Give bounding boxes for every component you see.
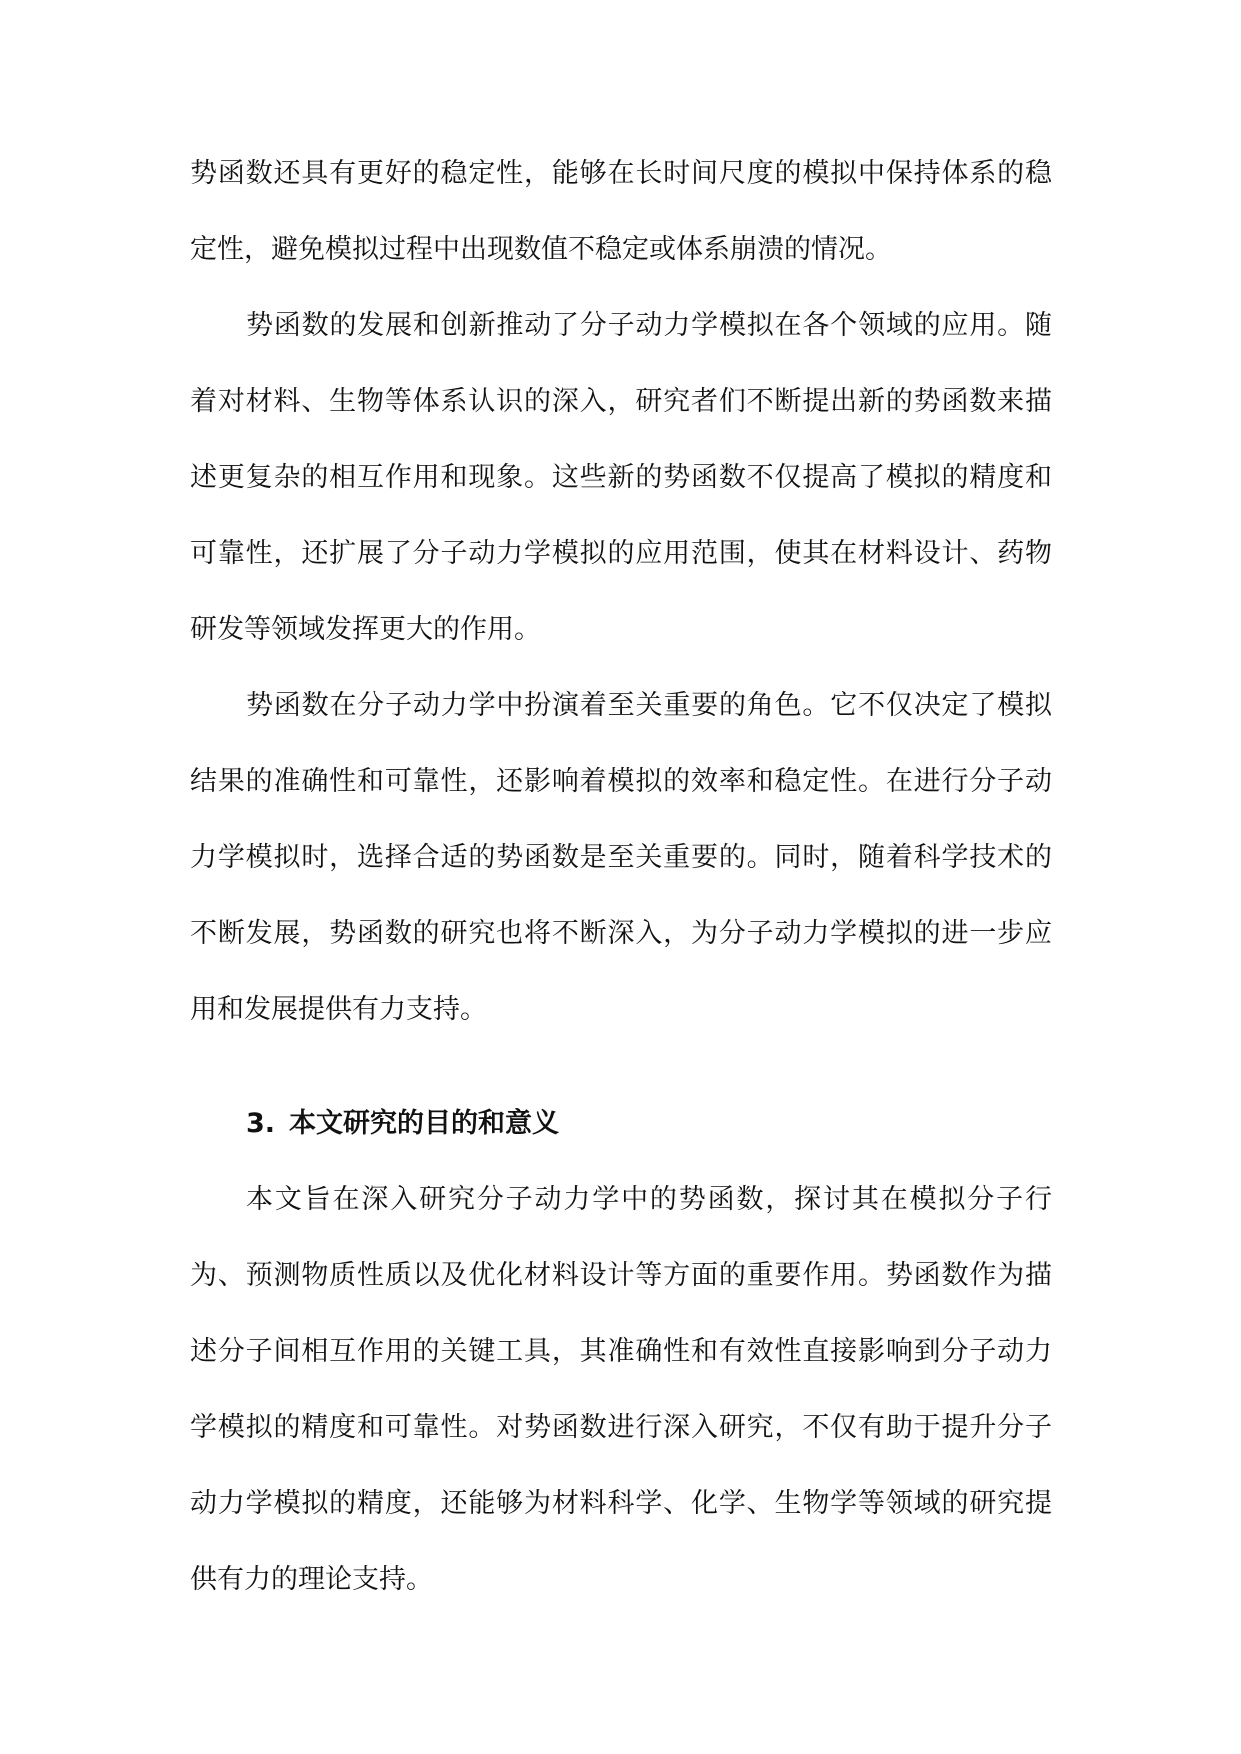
paragraph-role: 势函数在分子动力学中扮演着至关重要的角色。它不仅决定了模拟结果的准确性和可靠性，还影响着模拟的效率和稳定性。在进行分子动力学模拟时，选择合适的势函数是至关重要的。同时，随着科学技术的不断发展，势函数的研究也将不断深入，为分子动力学模拟的进一步应用和发展提供有力支持。 [190, 690, 1052, 1025]
section-title: 本文研究的目的和意义 [289, 1108, 560, 1139]
section-heading [190, 1086, 1052, 1162]
document-body [190, 136, 1052, 1618]
section-number: 3. [246, 1108, 276, 1139]
paragraph-development: 势函数的发展和创新推动了分子动力学模拟在各个领域的应用。随着对材料、生物等体系认识的深入，研究者们不断提出新的势函数来描述更复杂的相互作用和现象。这些新的势函数不仅提高了模拟的精度和可靠性，还扩展了分子动力学模拟的应用范围，使其在材料设计、药物研发等领域发挥更大的作用。 [190, 310, 1052, 645]
paragraph-continuation: 势函数还具有更好的稳定性，能够在长时间尺度的模拟中保持体系的稳定性，避免模拟过程中出现数值不稳定或体系崩溃的情况。 [190, 158, 1052, 265]
paragraph-purpose: 本文旨在深入研究分子动力学中的势函数，探讨其在模拟分子行为、预测物质性质以及优化材料设计等方面的重要作用。势函数作为描述分子间相互作用的关键工具，其准确性和有效性直接影响到分子动力学模拟的精度和可靠性。对势函数进行深入研究，不仅有助于提升分子动力学模拟的精度，还能够为材料科学、化学、生物学等领域的研究提供有力的理论支持。 [190, 1184, 1052, 1595]
